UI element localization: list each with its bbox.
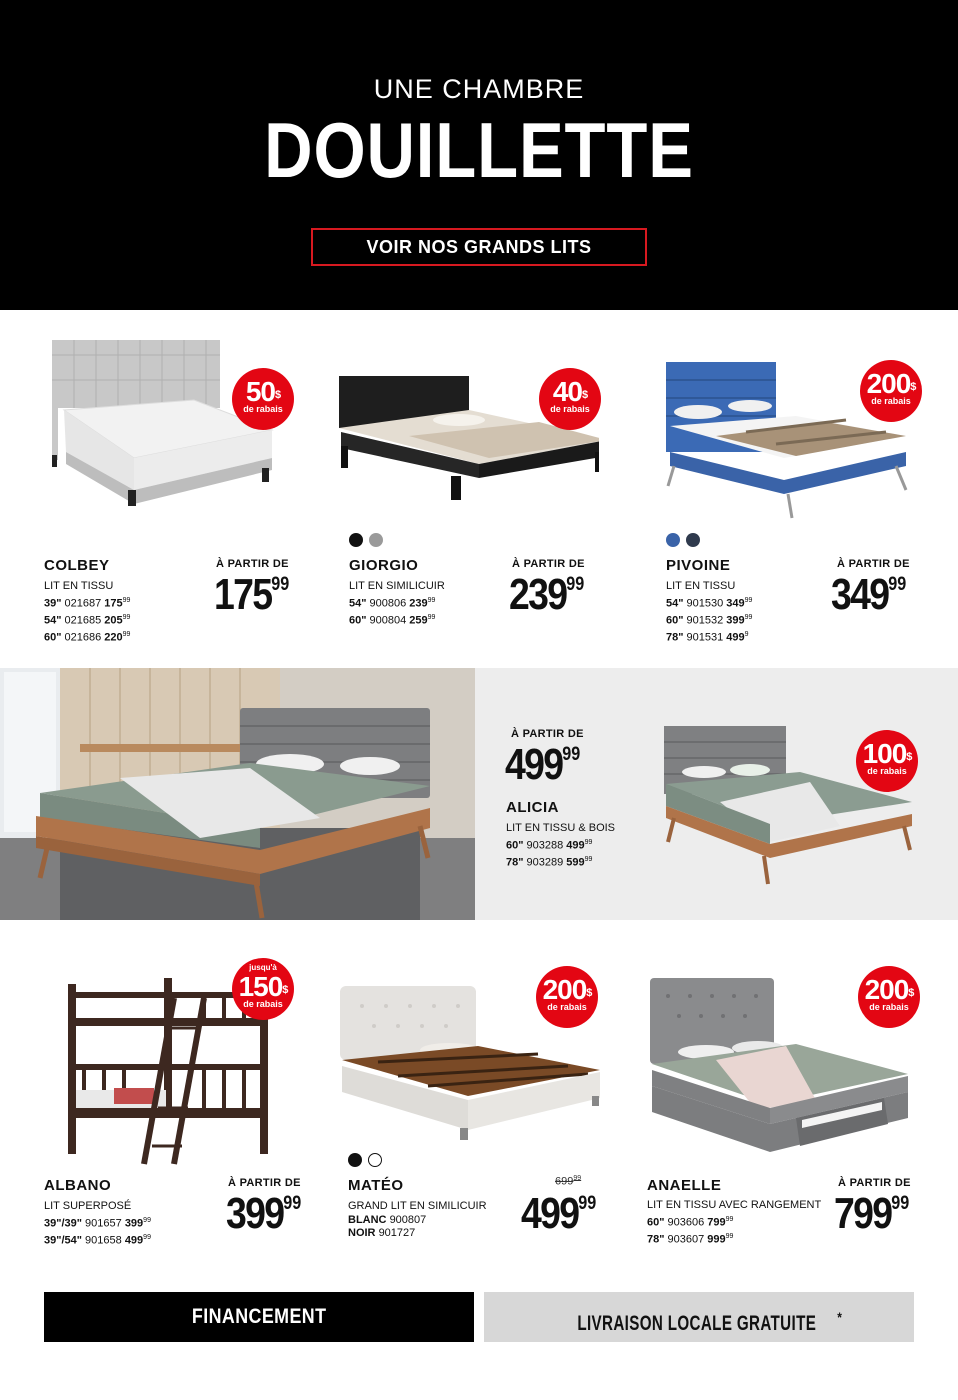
product-price: $349^{99}$	[831, 570, 907, 619]
swatch-black[interactable]	[348, 1153, 362, 1167]
product-price: $399^{99}$	[226, 1189, 302, 1238]
product-card-albano[interactable]	[44, 958, 344, 1258]
color-swatches[interactable]	[348, 1153, 382, 1167]
featured-band-alicia	[0, 668, 958, 920]
bed-image-colbey	[44, 340, 304, 520]
product-details: LIT SUPERPOSÉ 39"/39" 901657 $399^{99}$ 39"/54" 901658 $499^{99}$	[44, 1200, 151, 1247]
product-card-mateo[interactable]	[338, 958, 638, 1258]
product-price: $239^{99}$	[509, 570, 585, 619]
swatch-charcoal[interactable]	[686, 533, 700, 547]
product-details: LIT EN TISSU AVEC RANGEMENT 60" 903606 $799^{99}$ 78" 903607 $999^{99}$	[647, 1199, 822, 1246]
discount-badge: 200$ de rabais	[536, 966, 598, 1028]
product-name[interactable]: PIVOINE	[666, 557, 731, 574]
bedroom-photo	[0, 668, 475, 920]
from-label: À PARTIR DE	[838, 1177, 911, 1189]
product-name[interactable]: ALBANO	[44, 1177, 112, 1194]
product-details: LIT EN TISSU 54" 901530 $349^{99}$ 60" 901532 $399^{99}$ 78" 901531 $499^9$	[666, 580, 753, 644]
product-name[interactable]: ANAELLE	[647, 1177, 722, 1194]
from-label: À PARTIR DE	[511, 728, 584, 740]
from-label: À PARTIR DE	[837, 558, 910, 570]
product-details: LIT EN TISSU 39" 021687 $175^{99}$ 54" 021685 $205^{99}$ 60" 021686 $220^{99}$	[44, 580, 131, 644]
swatch-blue[interactable]	[666, 533, 680, 547]
discount-badge: 200$ de rabais	[858, 966, 920, 1028]
product-card-anaelle[interactable]	[646, 958, 946, 1258]
product-price: $175^{99}$	[214, 570, 290, 619]
free-delivery-button[interactable]: LIVRAISON LOCALE GRATUITE *	[484, 1292, 914, 1342]
color-swatches[interactable]	[349, 533, 383, 547]
product-name[interactable]: ALICIA	[506, 799, 559, 816]
product-name[interactable]: GIORGIO	[349, 557, 419, 574]
bed-image-giorgio	[339, 340, 599, 520]
product-price: $799^{99}$	[834, 1189, 910, 1238]
from-label: À PARTIR DE	[216, 558, 289, 570]
discount-badge: 100$ de rabais	[856, 730, 918, 792]
from-label: À PARTIR DE	[228, 1177, 301, 1189]
discount-badge: 40$ de rabais	[539, 368, 601, 430]
product-name[interactable]: MATÉO	[348, 1177, 404, 1194]
product-name[interactable]: COLBEY	[44, 557, 110, 574]
hero-kicker: UNE CHAMBRE	[373, 74, 585, 104]
swatch-white[interactable]	[368, 1153, 382, 1167]
product-card-giorgio[interactable]	[339, 340, 639, 640]
product-price: $499^{99}$	[521, 1189, 597, 1238]
from-label: À PARTIR DE	[512, 558, 585, 570]
hero-title: DOUILLETTE	[264, 106, 694, 194]
product-card-colbey[interactable]	[44, 340, 344, 644]
discount-badge: 50$ de rabais	[232, 368, 294, 430]
product-details: LIT EN SIMILICUIR 54" 900806 $239^{99}$ 60" 900804 $259^{99}$	[349, 580, 445, 627]
color-swatches[interactable]	[666, 533, 700, 547]
view-beds-button[interactable]: VOIR NOS GRANDS LITS	[311, 228, 647, 266]
product-card-pivoine[interactable]	[656, 340, 956, 644]
product-details: GRAND LIT EN SIMILICUIR BLANC 900807 NOIR 901727	[348, 1200, 487, 1239]
discount-badge: jusqu'à 150$ de rabais	[232, 958, 294, 1020]
product-details: LIT EN TISSU & BOIS 60" 903288 $499^{99}$ 78" 903289 $599^{99}$	[506, 822, 616, 869]
swatch-black[interactable]	[349, 533, 363, 547]
original-price: $699^{99}$	[555, 1175, 582, 1188]
product-price: $499^{99}$	[505, 740, 581, 789]
hero-banner	[0, 0, 958, 310]
swatch-grey[interactable]	[369, 533, 383, 547]
discount-badge: 200$ de rabais	[860, 360, 922, 422]
financing-button[interactable]: FINANCEMENT	[44, 1292, 474, 1342]
